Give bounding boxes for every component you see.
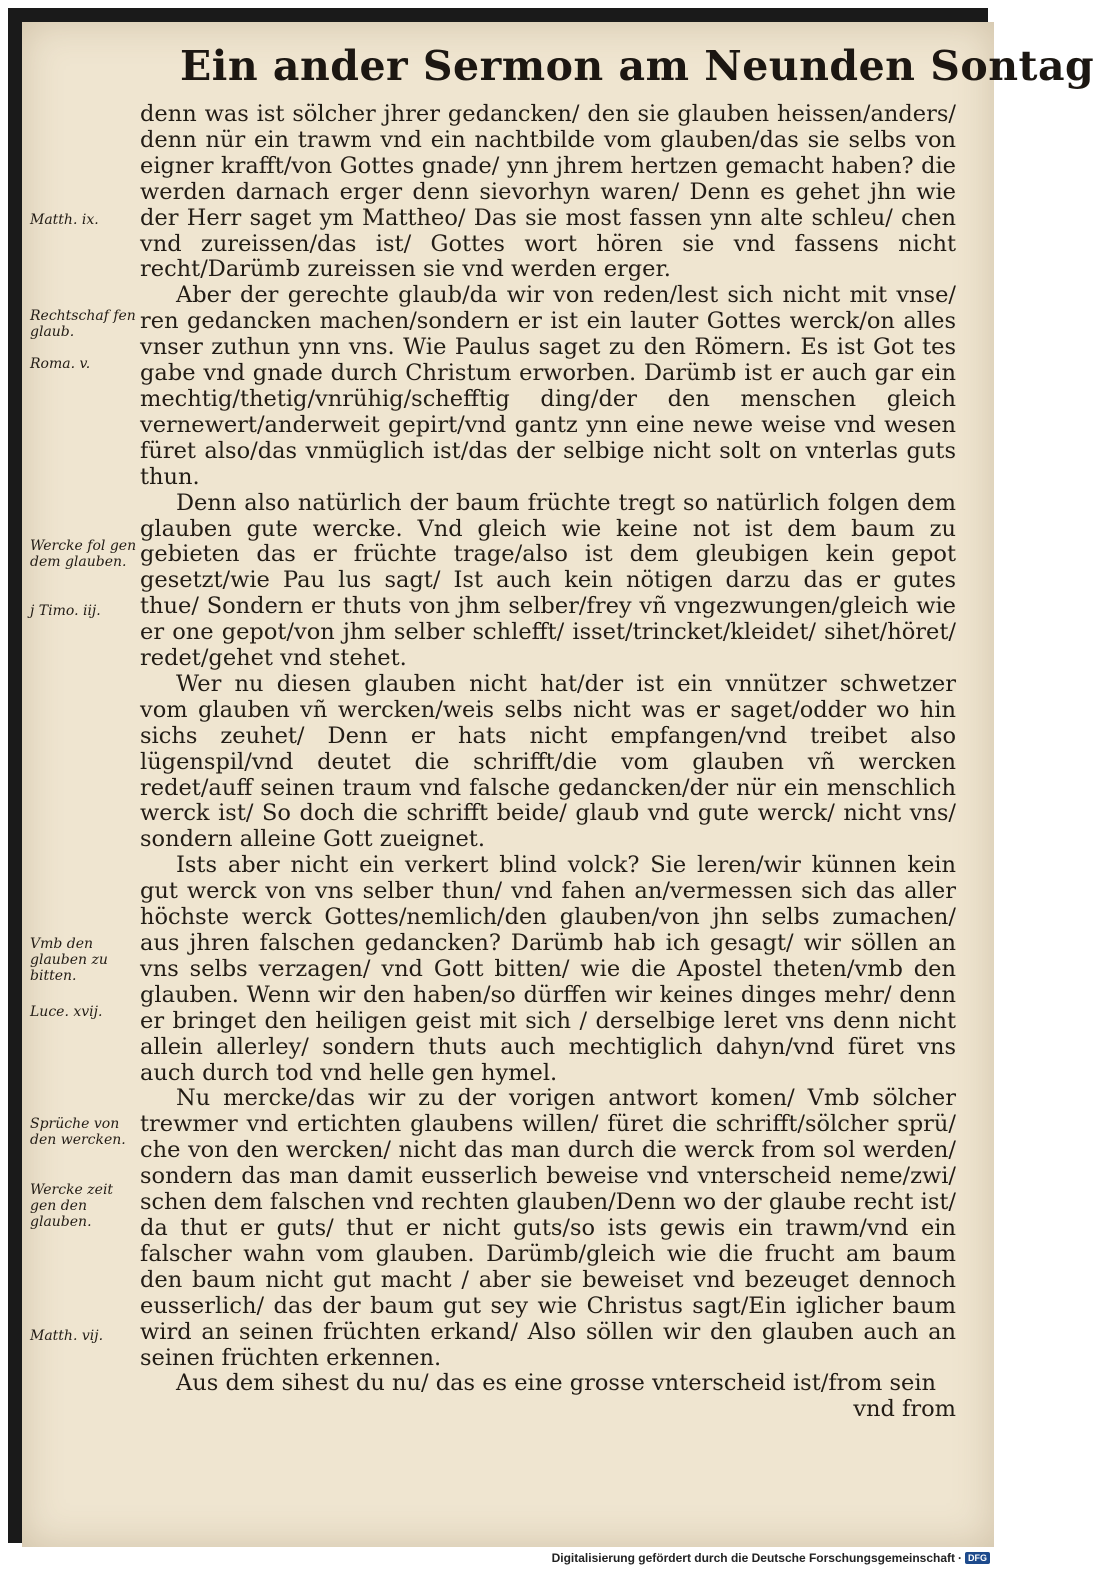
paragraph: Wer nu diesen glauben nicht hat/der ist ein vnnützer schwetzer vom glauben vñ wercken/weis selbs nicht was er saget/odder wo hin sichs zeuhet/ Denn er hats nicht empfangen/vnd treibet also lügenspil/vnd deutet die schrifft/die vom glauben vñ wercken redet/auff seinen traum vnd falsche gedancken/der nür ein menschlich werck ist/ So doch die schrifft beide/ glaub vnd gute werck/ nicht vns/ sondern alleine Gott zueignet. (140, 670, 956, 853)
paragraph: denn was ist sölcher jhrer gedancken/ den sie glauben heissen/anders/ denn nür ein trawm vnd ein nachtbilde vom glauben/das sie selbs von eigner krafft/von Gottes gnade/ ynn jhrem hertzen gemacht haben? die werden darnach erger denn sievorhyn waren/ Denn es gehet jhn wie der Herr saget ym Mattheo/ Das sie most fassen ynn alte schleu/ chen vnd zureissen/das ist/ Gottes wort hören sie vnd fassens nicht recht/Darümb zureissen sie vnd werden erger. (140, 101, 956, 283)
credit-text: Digitalisierung gefördert durch die Deutsche Forschungsgemeinschaft (551, 1551, 955, 1565)
marginal-note: Roma. v. (30, 356, 91, 372)
marginal-note: j Timo. iij. (30, 603, 101, 619)
marginal-note: Rechtschaf fen glaub. (30, 308, 136, 340)
marginal-note: Wercke zeit gen den glauben. (30, 1182, 114, 1230)
running-header: Ein ander Sermon am Neunden Sontag (180, 42, 1094, 90)
marginal-note: Vmb den glauben zu bitten. (30, 936, 108, 984)
marginal-note: Matth. vij. (30, 1328, 104, 1344)
catchword: vnd from (853, 1396, 956, 1423)
marginal-note: Matth. ix. (30, 212, 99, 228)
paragraph: Aus dem sihest du nu/ das es eine grosse vnterscheid ist/from sein (176, 1370, 937, 1397)
digitization-credit: Digitalisierung gefördert durch die Deutsche Forschungsgemeinschaft · DFG (552, 1551, 990, 1565)
marginal-note: Wercke fol gen dem glauben. (30, 538, 137, 570)
paragraph: Nu mercke/das wir zu der vorigen antwort komen/ Vmb sölcher trewmer vnd ertichten glaubens willen/ füret die schrifft/sölcher sprü/ che von den wercken/ nicht das man durch die werck from sol werden/ sondern das man damit eusserlich beweise vnd vnterscheid neme/zwi/ schen dem falschen vnd rechten glauben/Denn wo der glaube recht ist/ da thut er guts/ thut er nicht guts/so ists gewis ein trawm/vnd ein falscher wahn vom glauben. Darümb/gleich wie die frucht am baum den baum nicht gut macht / aber sie beweiset vnd bezeuget dennoch eusserlich/ das der baum gut sey wie Christus sagt/Ein iglicher baum wird an seinen früchten erkand/ Also söllen wir den glauben auch an seinen früchten erkennen. (140, 1085, 956, 1371)
paragraph: Ists aber nicht ein verkert blind volck? Sie leren/wir künnen kein gut werck von vns selber thun/ vnd fahen an/vermessen sich das aller höchste werck Gottes/nemlich/den glauben/von jhn selbs zumachen/ aus jhren falschen gedancken? Darümb hab ich gesagt/ wir söllen an vns selbs verzagen/ vnd Gott bitten/ wie die Apostel theten/vmb den glauben. Wenn wir den haben/so dürffen wir keines dinges mehr/ denn er bringet den heiligen geist mit sich / derselbige leret vns denn nicht allein allerley/ sondern thuts auch mechtiglich dahyn/vnd füret vns auch durch tod vnd helle gen hymel. (140, 852, 956, 1086)
paragraph: Aber der gerechte glaub/da wir von reden/lest sich nicht mit vnse/ ren gedancken machen/sondern er ist ein lauter Gottes werck/on alles vnser zuthun ynn vns. Wie Paulus saget zu den Römern. Es ist Got tes gabe vnd gnade durch Christum erworben. Darümb ist er auch gar ein mechtig/thetig/vnrühig/schefftig ding/der den menschen gleich vernewert/anderweit gepirt/vnd gantz ynn eine newe weise vnd wesen füret also/das vnmüglich ist/das der selbige nicht solt on vnterlas guts thun. (140, 282, 956, 490)
dfg-logo: DFG (965, 1552, 990, 1564)
paragraph: Denn also natürlich der baum früchte tregt so natürlich folgen dem glauben gute wercke. Vnd gleich wie keine not ist dem baum zu gebieten das er früchte trage/also ist dem gleubigen kein gepot gesetzt/wie Pau lus sagt/ Ist auch kein nötigen darzu das er gutes thue/ Sondern er thuts von jhm selber/frey vñ vngezwungen/gleich wie er one gepot/von jhm selber schlefft/ isset/trincket/kleidet/ sihet/höret/ redet/gehet vnd stehet. (140, 489, 956, 672)
marginal-note: Luce. xvij. (30, 1004, 103, 1020)
marginal-note: Sprüche von den wercken. (30, 1116, 126, 1148)
body-text (140, 102, 956, 1423)
